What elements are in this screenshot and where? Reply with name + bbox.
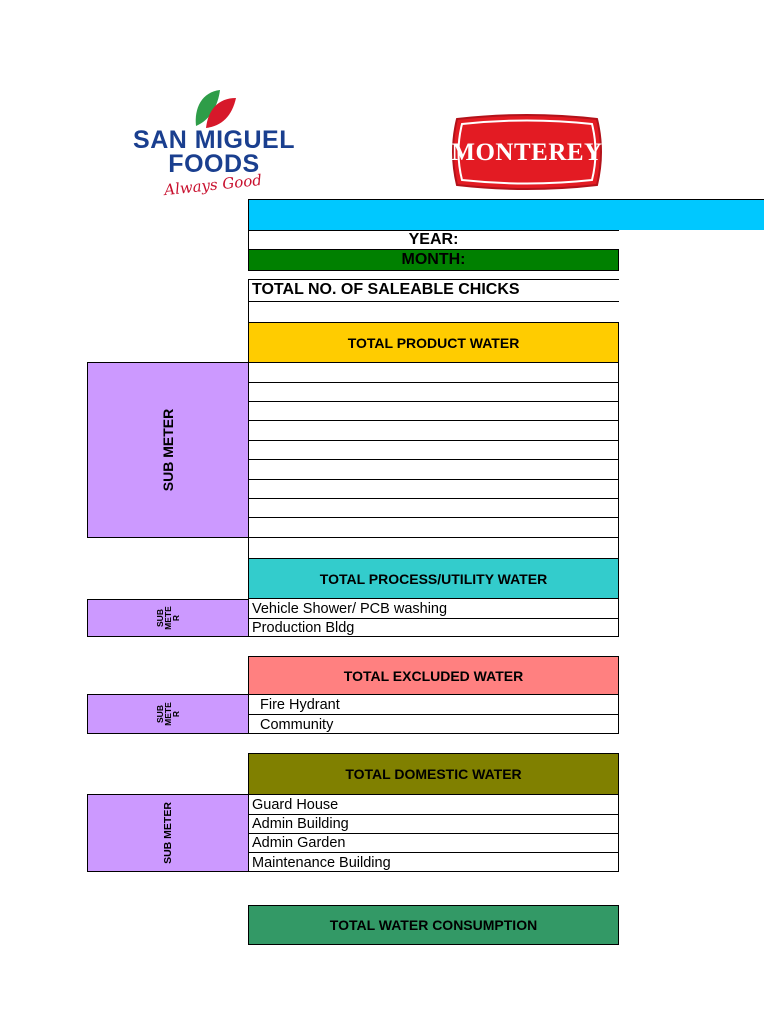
table-row[interactable] [248,459,619,460]
sub-meter-label: SUB METER [162,802,174,864]
total-product-water-bar [248,322,619,363]
table-row[interactable] [248,420,619,421]
month-label: MONTH: [401,251,466,268]
table-row[interactable] [252,619,354,637]
header-cyan-bar [248,199,764,230]
divider [248,230,249,250]
san-miguel-text: SAN MIGUEL [133,126,295,154]
table-row[interactable] [248,401,619,402]
sub-meter-small-label: SUB METE R [155,606,181,630]
divider [248,301,619,302]
sub-meter-block-domestic [87,794,249,872]
month-row[interactable] [248,249,619,271]
always-good-tagline: Always Good [163,170,263,200]
excluded-row-label: Community [260,716,334,733]
saleable-chicks-row[interactable] [252,280,520,300]
total-excluded-water-label: TOTAL EXCLUDED WATER [343,667,524,684]
total-water-consumption-bar [248,905,619,945]
domestic-row-label: Guard House [252,796,339,813]
table-row[interactable] [248,498,619,499]
divider [248,537,249,559]
sub-meter-label: SUB METER [159,408,176,492]
year-label: YEAR: [408,230,459,248]
table-row[interactable] [260,715,333,734]
table-row[interactable] [252,833,346,852]
monterey-logo [447,113,607,191]
san-miguel-foods-logo [128,86,300,200]
table-row[interactable] [252,853,391,872]
table-row[interactable] [252,795,338,814]
total-domestic-water-bar [248,753,619,795]
sub-meter-block-excluded [87,694,249,734]
year-row[interactable] [248,230,619,249]
table-row[interactable] [260,695,340,714]
table-row[interactable] [248,517,619,518]
table-row[interactable] [248,440,619,441]
saleable-chicks-label: TOTAL NO. OF SALEABLE CHICKS [252,281,520,298]
monterey-text: MONTEREY [451,139,603,166]
total-water-consumption-label: TOTAL WATER CONSUMPTION [329,917,538,933]
sub-meter-block-product [87,362,249,538]
table-row[interactable] [252,600,447,618]
excluded-row-label: Fire Hydrant [260,696,340,713]
domestic-row-label: Maintenance Building [252,854,391,871]
total-product-water-label: TOTAL PRODUCT WATER [347,334,520,351]
leaf-icon [188,86,238,130]
total-excluded-water-bar [248,656,619,695]
table-row[interactable] [252,814,349,833]
table-row[interactable] [248,479,619,480]
sub-meter-block-process [87,599,249,637]
table-row[interactable] [248,537,619,538]
sub-meter-small-label: SUB METE R [155,702,181,726]
product-water-rows[interactable] [248,362,619,558]
domestic-row-label: Admin Garden [252,834,346,851]
foods-text: FOODS [168,150,260,178]
total-process-utility-water-label: TOTAL PROCESS/UTILITY WATER [319,570,548,587]
domestic-row-label: Admin Building [252,815,349,832]
total-process-utility-water-bar [248,558,619,599]
process-row-label: Vehicle Shower/ PCB washing [252,601,448,617]
process-row-label: Production Bldg [252,620,355,636]
table-row[interactable] [248,382,619,383]
total-domestic-water-label: TOTAL DOMESTIC WATER [345,766,522,782]
